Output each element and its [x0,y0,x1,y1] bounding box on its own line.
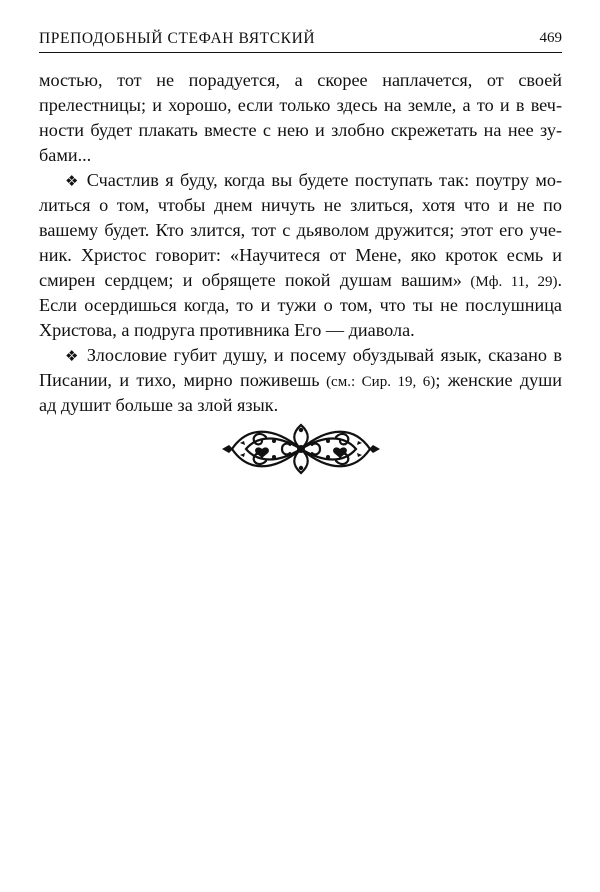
paragraph-1 [39,68,562,168]
body-text [39,68,562,418]
text-line: литься о том, чтобы днем ничуть не злиться, хотя что и не по [39,195,562,215]
scripture-reference: (Мф. 11, 29) [461,274,558,290]
paragraph-2 [39,168,562,343]
text-line: бами... [39,145,92,165]
running-title: ПРЕПОДОБНЫЙ СТЕФАН ВЯТСКИЙ [39,30,316,47]
text-line: смирен сердцем; и обрящете покой душам вашим» (Мф. 11, 29). [39,270,562,290]
text-line: Писании, и тихо, мирно поживешь (см.: Сир. 19, 6); женские души [39,370,562,390]
text-line: Христова, а подруга противника Его — диавола. [39,320,415,340]
running-head [39,30,562,53]
diamond-bullet-icon: ❖ [65,172,81,190]
text-line: мостью, тот не порадуется, а скорее наплачется, от своей [39,70,562,90]
page-number: 469 [539,30,562,46]
text-line: ад душит больше за злой язык. [39,395,279,415]
text-line: ❖ Счастлив я буду, когда вы будете поступать так: поутру мо- [65,170,563,190]
text-line: ник. Христос говорит: «Научитеся от Мене, яко кроток есмь и [39,245,562,265]
text-line: Если осердишься когда, то и тужи о том, что ты не послушница [39,295,562,315]
floral-vignette-icon [222,419,380,479]
text-line: прелестницы; и хорошо, если только здесь на земле, а то и в веч- [39,95,562,115]
diamond-bullet-icon: ❖ [65,347,81,365]
text-line: ности будет плакать вместе с нею и злобно скрежетать на нее зу- [39,120,562,140]
text-line: ❖ Злословие губит душу, и посему обуздывай язык, сказано в [65,345,563,365]
scripture-reference: (см.: Сир. 19, 6) [319,374,436,390]
paragraph-3 [39,343,562,418]
text-line: вашему будет. Кто злится, тот с дьяволом дружится; этот его уче- [39,220,562,240]
